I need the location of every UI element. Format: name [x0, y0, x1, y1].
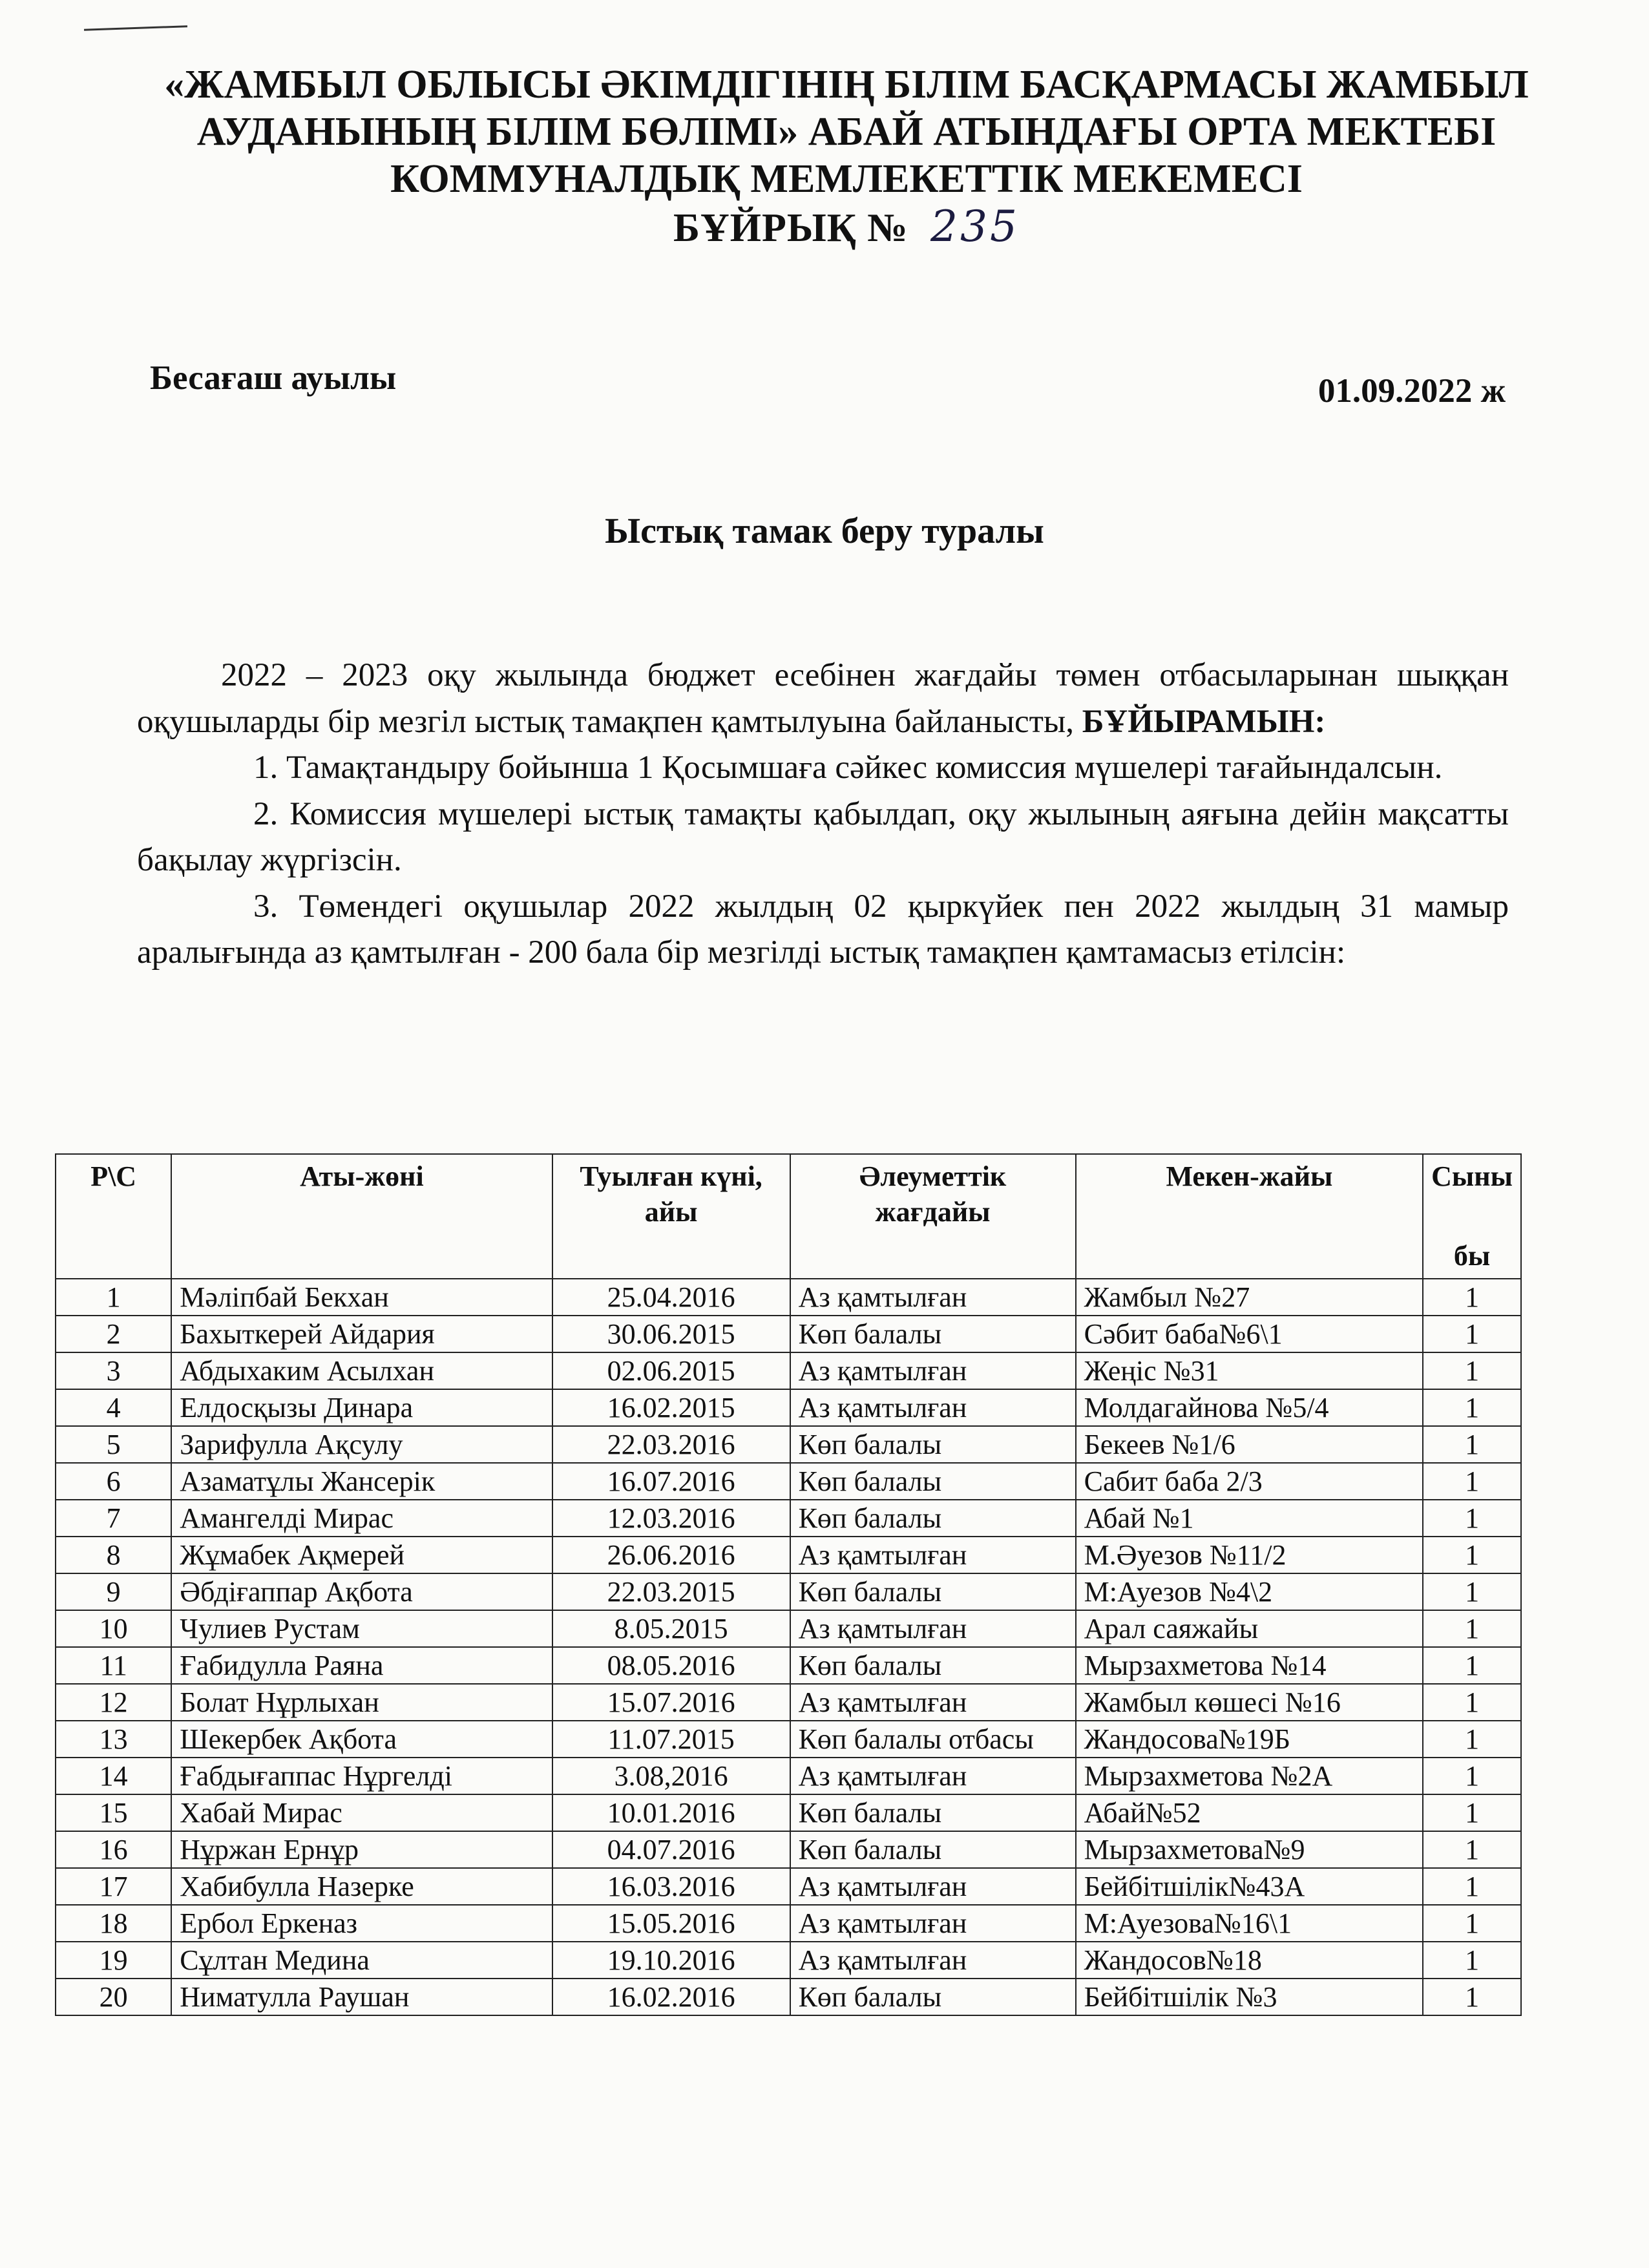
header-birth: Туылған күні, айы: [552, 1154, 790, 1279]
social-status: Аз қамтылған: [790, 1352, 1076, 1389]
social-status: Көп балалы: [790, 1316, 1076, 1352]
table-row: [56, 1573, 1521, 1610]
header-num: Р\С: [56, 1154, 171, 1279]
birth-date: 11.07.2015: [552, 1721, 790, 1758]
row-number: 18: [56, 1905, 171, 1942]
birth-date: 12.03.2016: [552, 1500, 790, 1537]
intro-text: 2022 – 2023 оқу жылында бюджет есебінен жағдайы төмен отбасыларынан шыққан оқушыларды бір мезгіл ыстық тамақпен қамтылуына байланысты,: [137, 657, 1509, 740]
order-item-3: 3. Төмендегі оқушылар 2022 жылдың 02 қыркүйек пен 2022 жылдың 31 мамыр аралығында аз қамтылған - 200 бала бір мезгілді ыстық тамақпен қамтамасыз етілсін:: [137, 888, 1509, 971]
order-body: [137, 653, 1509, 976]
birth-date: 04.07.2016: [552, 1831, 790, 1868]
social-status: Көп балалы: [790, 1426, 1076, 1463]
row-number: 14: [56, 1758, 171, 1794]
table-row: [56, 1868, 1521, 1905]
class-count: 1: [1423, 1868, 1521, 1905]
social-status: Аз қамтылған: [790, 1942, 1076, 1979]
birth-date: 02.06.2015: [552, 1352, 790, 1389]
table-row: [56, 1426, 1521, 1463]
student-name: Абдыхаким Асылхан: [171, 1352, 552, 1389]
birth-date: 16.03.2016: [552, 1868, 790, 1905]
social-status: Көп балалы отбасы: [790, 1721, 1076, 1758]
document-header: [129, 61, 1564, 252]
address: Сәбит баба№6\1: [1076, 1316, 1423, 1352]
intro-command: БҰЙЫРАМЫН:: [1082, 703, 1326, 740]
birth-date: 16.02.2015: [552, 1389, 790, 1426]
row-number: 1: [56, 1279, 171, 1316]
order-label: БҰЙРЫҚ №: [673, 206, 909, 250]
address: Жамбыл №27: [1076, 1279, 1423, 1316]
class-count: 1: [1423, 1758, 1521, 1794]
student-name: Ербол Еркеназ: [171, 1905, 552, 1942]
intro-paragraph: [137, 653, 1509, 745]
address: Мырзахметова №14: [1076, 1647, 1423, 1684]
table-row: [56, 1647, 1521, 1684]
scan-mark: [84, 25, 187, 31]
student-name: Бахыткерей Айдария: [171, 1316, 552, 1352]
class-count: 1: [1423, 1794, 1521, 1831]
social-status: Аз қамтылған: [790, 1868, 1076, 1905]
address: Молдагайнова №5/4: [1076, 1389, 1423, 1426]
social-status: Аз қамтылған: [790, 1684, 1076, 1721]
student-name: Зарифулла Ақсулу: [171, 1426, 552, 1463]
student-name: Болат Нұрлыхан: [171, 1684, 552, 1721]
birth-date: 22.03.2015: [552, 1573, 790, 1610]
class-count: 1: [1423, 1426, 1521, 1463]
address: Жамбыл көшесі №16: [1076, 1684, 1423, 1721]
row-number: 7: [56, 1500, 171, 1537]
order-item-1: 1. Тамақтандыру бойынша 1 Қосымшаға сәйкес комиссия мүшелері тағайындалсын.: [253, 750, 1443, 786]
birth-date: 8.05.2015: [552, 1610, 790, 1647]
class-count: 1: [1423, 1573, 1521, 1610]
address: Абай №1: [1076, 1500, 1423, 1537]
row-number: 10: [56, 1610, 171, 1647]
social-status: Көп балалы: [790, 1979, 1076, 2015]
social-status: Аз қамтылған: [790, 1389, 1076, 1426]
header-name: Аты-жөні: [171, 1154, 552, 1279]
header-address: Мекен-жайы: [1076, 1154, 1423, 1279]
class-count: 1: [1423, 1721, 1521, 1758]
header-class-top: Сыны: [1431, 1160, 1513, 1192]
class-count: 1: [1423, 1352, 1521, 1389]
birth-date: 26.06.2016: [552, 1537, 790, 1573]
table-row: [56, 1905, 1521, 1942]
students-table: [55, 1153, 1522, 2016]
birth-date: 15.07.2016: [552, 1684, 790, 1721]
order-line: [129, 203, 1564, 252]
document-date: 01.09.2022 ж: [1318, 372, 1506, 410]
class-count: 1: [1423, 1316, 1521, 1352]
table-row: [56, 1831, 1521, 1868]
row-number: 5: [56, 1426, 171, 1463]
header-line-3: КОММУНАЛДЫҚ МЕМЛЕКЕТТІК МЕКЕМЕСІ: [390, 157, 1303, 201]
place-name: Бесағаш ауылы: [150, 359, 397, 397]
address: Бекеев №1/6: [1076, 1426, 1423, 1463]
student-name: Жұмабек Ақмерей: [171, 1537, 552, 1573]
social-status: Көп балалы: [790, 1831, 1076, 1868]
row-number: 17: [56, 1868, 171, 1905]
address: М.Әуезов №11/2: [1076, 1537, 1423, 1573]
student-name: Хабай Мирас: [171, 1794, 552, 1831]
header-class: [1423, 1154, 1521, 1279]
document-title: Ыстық тамак беру туралы: [605, 511, 1044, 551]
table-row: [56, 1721, 1521, 1758]
student-name: Мәліпбай Бекхан: [171, 1279, 552, 1316]
table-row: [56, 1316, 1521, 1352]
birth-date: 16.07.2016: [552, 1463, 790, 1500]
social-status: Аз қамтылған: [790, 1537, 1076, 1573]
class-count: 1: [1423, 1647, 1521, 1684]
row-number: 4: [56, 1389, 171, 1426]
student-name: Елдосқызы Динара: [171, 1389, 552, 1426]
address: Бейбітшілік №3: [1076, 1979, 1423, 2015]
class-count: 1: [1423, 1500, 1521, 1537]
table-row: [56, 1758, 1521, 1794]
birth-date: 16.02.2016: [552, 1979, 790, 2015]
class-count: 1: [1423, 1389, 1521, 1426]
row-number: 8: [56, 1537, 171, 1573]
table-body: [56, 1279, 1521, 2015]
table-row: [56, 1684, 1521, 1721]
social-status: Аз қамтылған: [790, 1279, 1076, 1316]
address: Жандосов№18: [1076, 1942, 1423, 1979]
row-number: 19: [56, 1942, 171, 1979]
class-count: 1: [1423, 1463, 1521, 1500]
row-number: 12: [56, 1684, 171, 1721]
social-status: Аз қамтылған: [790, 1610, 1076, 1647]
social-status: Көп балалы: [790, 1647, 1076, 1684]
birth-date: 10.01.2016: [552, 1794, 790, 1831]
address: Бейбітшілік№43А: [1076, 1868, 1423, 1905]
student-name: Әбдіғаппар Ақбота: [171, 1573, 552, 1610]
birth-date: 22.03.2016: [552, 1426, 790, 1463]
table-row: [56, 1279, 1521, 1316]
table-row: [56, 1463, 1521, 1500]
address: Жеңіс №31: [1076, 1352, 1423, 1389]
social-status: Көп балалы: [790, 1794, 1076, 1831]
social-status: Аз қамтылған: [790, 1758, 1076, 1794]
social-status: Аз қамтылған: [790, 1905, 1076, 1942]
table-row: [56, 1942, 1521, 1979]
row-number: 2: [56, 1316, 171, 1352]
header-line-2: АУДАНЫНЫҢ БІЛІМ БӨЛІМІ» АБАЙ АТЫНДАҒЫ ОРТА МЕКТЕБІ: [196, 110, 1497, 154]
order-number: 235: [930, 202, 1020, 251]
header-class-bottom: бы: [1453, 1240, 1491, 1272]
class-count: 1: [1423, 1942, 1521, 1979]
row-number: 16: [56, 1831, 171, 1868]
birth-date: 15.05.2016: [552, 1905, 790, 1942]
address: Арал саяжайы: [1076, 1610, 1423, 1647]
address: Мырзахметова №2А: [1076, 1758, 1423, 1794]
row-number: 11: [56, 1647, 171, 1684]
class-count: 1: [1423, 1610, 1521, 1647]
address: М:Ауезова№16\1: [1076, 1905, 1423, 1942]
row-number: 20: [56, 1979, 171, 2015]
social-status: Көп балалы: [790, 1463, 1076, 1500]
student-name: Шекербек Ақбота: [171, 1721, 552, 1758]
row-number: 13: [56, 1721, 171, 1758]
class-count: 1: [1423, 1979, 1521, 2015]
class-count: 1: [1423, 1684, 1521, 1721]
student-name: Сұлтан Медина: [171, 1942, 552, 1979]
table-row: [56, 1389, 1521, 1426]
birth-date: 30.06.2015: [552, 1316, 790, 1352]
birth-date: 3.08,2016: [552, 1758, 790, 1794]
birth-date: 19.10.2016: [552, 1942, 790, 1979]
student-name: Нұржан Ернұр: [171, 1831, 552, 1868]
table-row: [56, 1610, 1521, 1647]
social-status: Көп балалы: [790, 1500, 1076, 1537]
class-count: 1: [1423, 1831, 1521, 1868]
address: Сабит баба 2/3: [1076, 1463, 1423, 1500]
birth-date: 08.05.2016: [552, 1647, 790, 1684]
table-header-row: [56, 1154, 1521, 1279]
row-number: 3: [56, 1352, 171, 1389]
student-name: Азаматұлы Жансерік: [171, 1463, 552, 1500]
address: Мырзахметова№9: [1076, 1831, 1423, 1868]
table-row: [56, 1537, 1521, 1573]
student-name: Ғабидулла Раяна: [171, 1647, 552, 1684]
class-count: 1: [1423, 1537, 1521, 1573]
order-item-2: 2. Комиссия мүшелері ыстық тамақты қабылдап, оқу жылының аяғына дейін мақсатты бақылау жүргізсін.: [137, 795, 1509, 878]
class-count: 1: [1423, 1279, 1521, 1316]
student-name: Ғабдығаппас Нұргелді: [171, 1758, 552, 1794]
social-status: Көп балалы: [790, 1573, 1076, 1610]
header-social: Әлеуметтік жағдайы: [790, 1154, 1076, 1279]
header-line-1: «ЖАМБЫЛ ОБЛЫСЫ ӘКІМДІГІНІҢ БІЛІМ БАСҚАРМАСЫ ЖАМБЫЛ: [164, 63, 1529, 107]
row-number: 6: [56, 1463, 171, 1500]
row-number: 15: [56, 1794, 171, 1831]
address: Абай№52: [1076, 1794, 1423, 1831]
student-name: Амангелді Мирас: [171, 1500, 552, 1537]
row-number: 9: [56, 1573, 171, 1610]
student-name: Ниматулла Раушан: [171, 1979, 552, 2015]
address: Жандосова№19Б: [1076, 1721, 1423, 1758]
student-name: Чулиев Рустам: [171, 1610, 552, 1647]
address: М:Ауезов №4\2: [1076, 1573, 1423, 1610]
class-count: 1: [1423, 1905, 1521, 1942]
table-row: [56, 1352, 1521, 1389]
table-row: [56, 1979, 1521, 2015]
student-name: Хабибулла Назерке: [171, 1868, 552, 1905]
table-row: [56, 1500, 1521, 1537]
table-row: [56, 1794, 1521, 1831]
birth-date: 25.04.2016: [552, 1279, 790, 1316]
